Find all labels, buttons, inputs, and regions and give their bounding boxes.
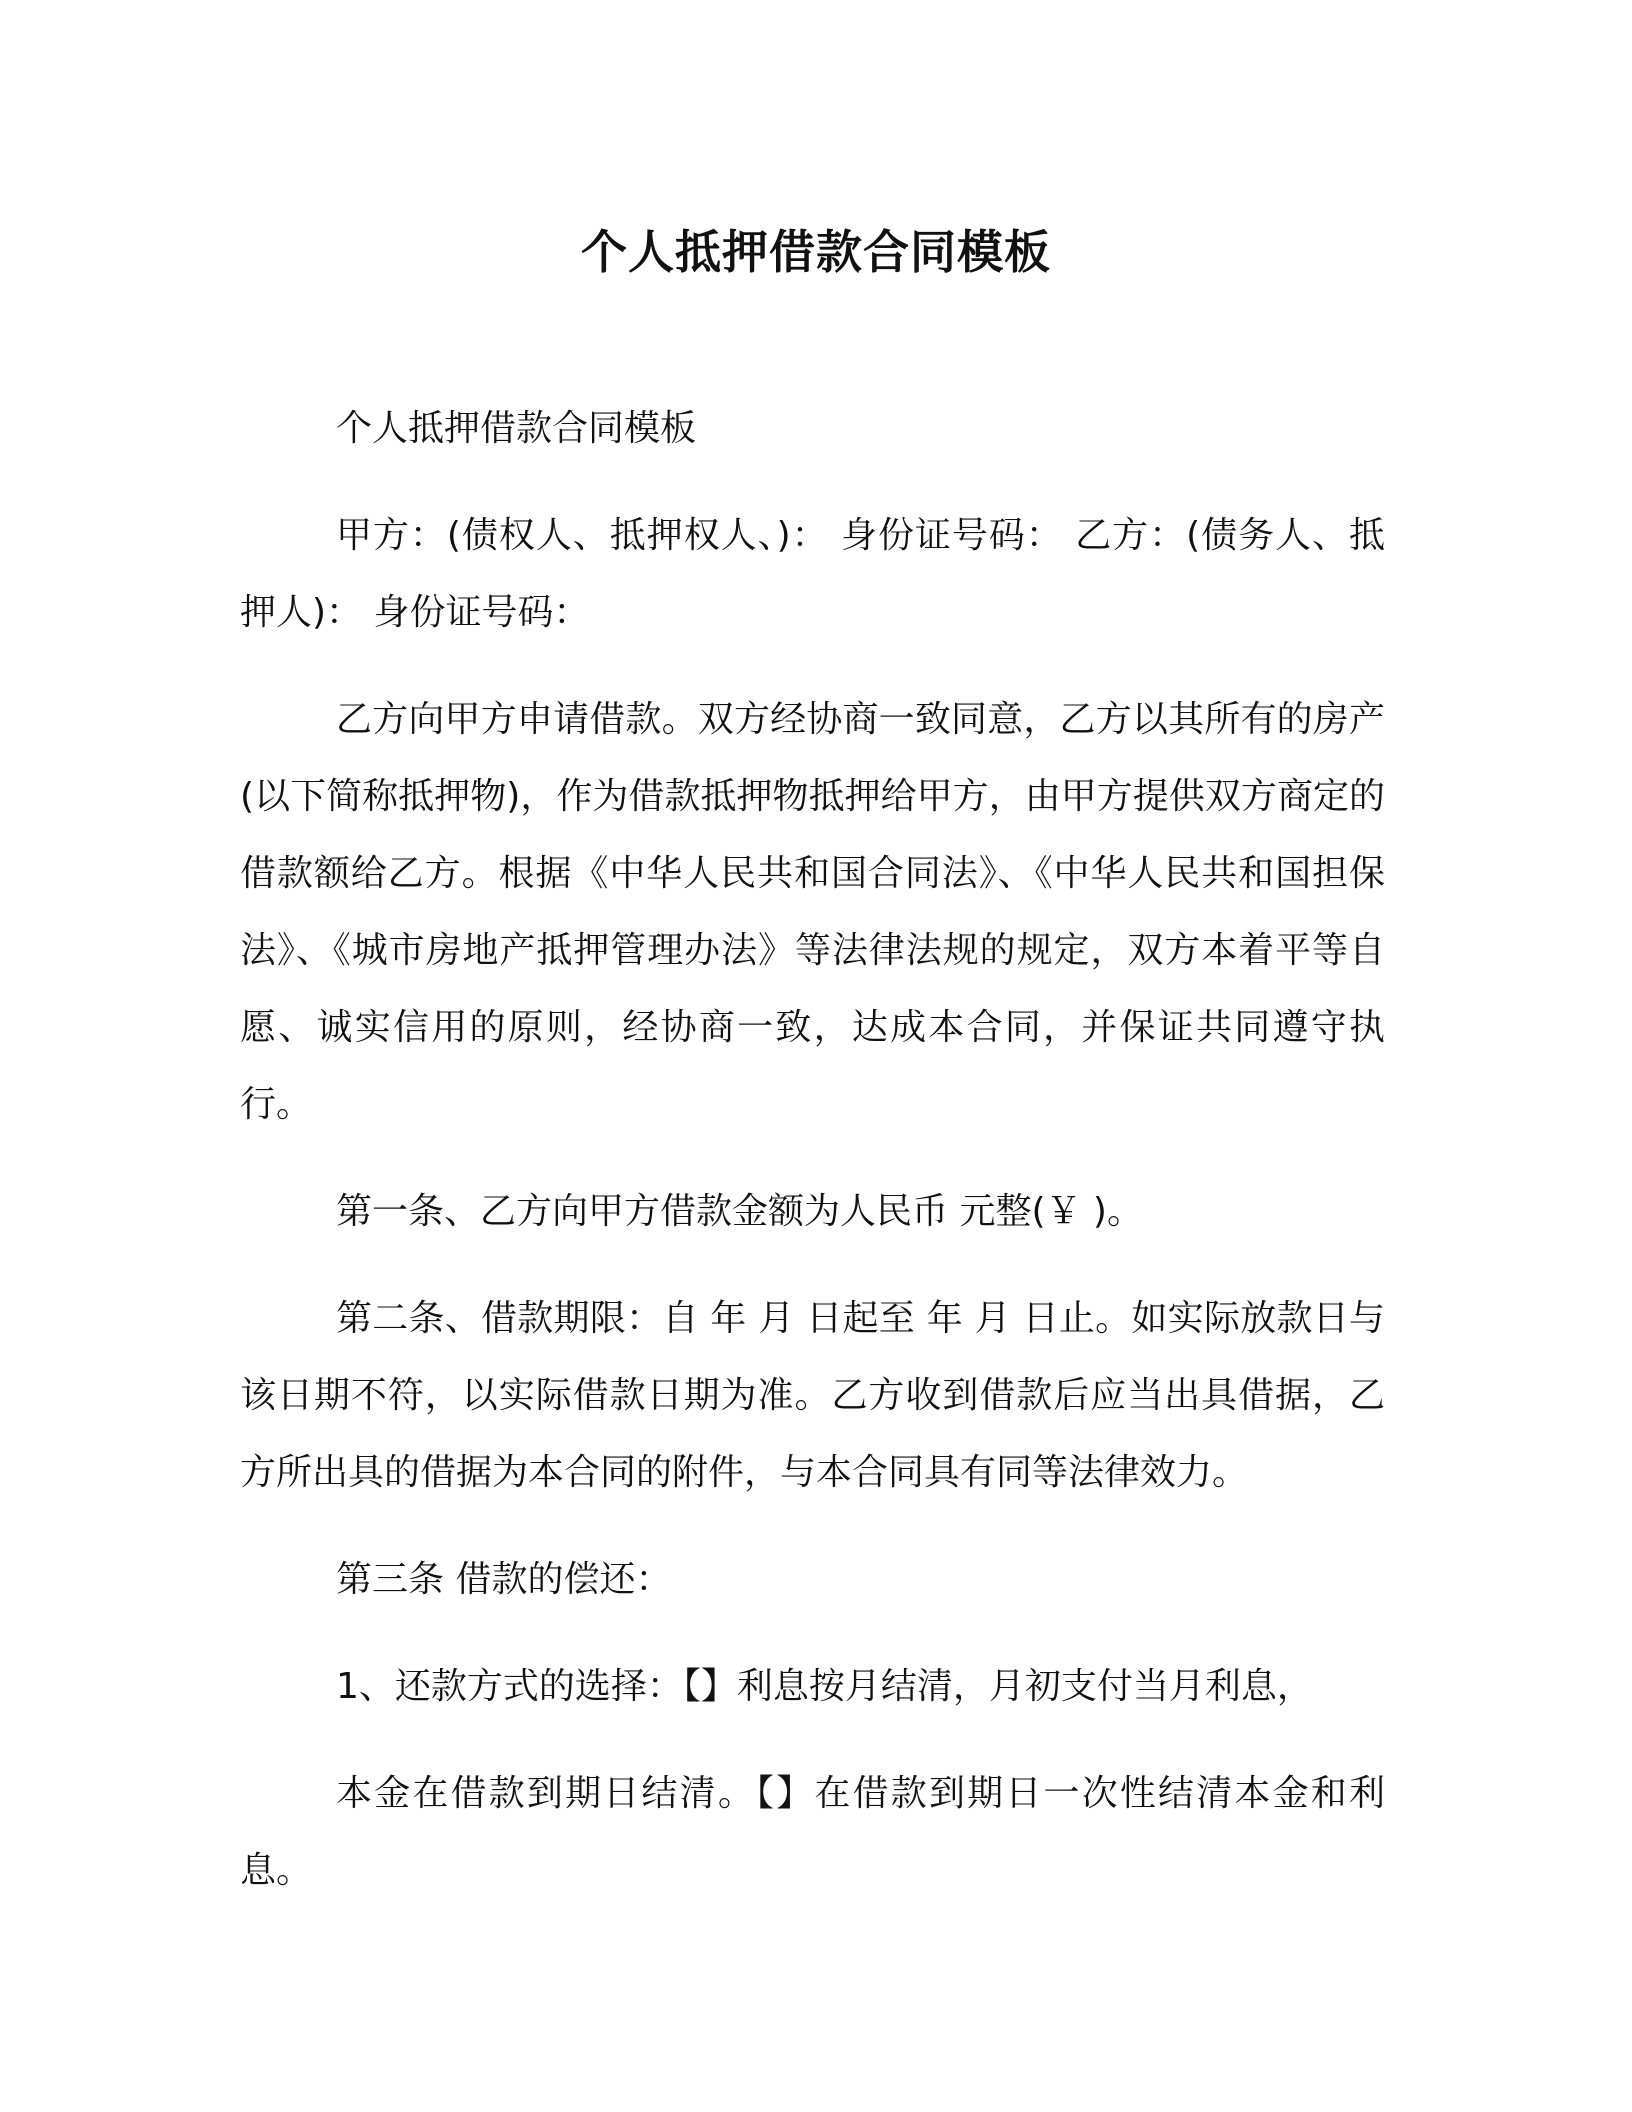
repayment-option-one: 1、还款方式的选择：【】利息按月结清，月初支付当月利息， [336, 1666, 1313, 1707]
document-title: 个人抵押借款合同模板 [581, 225, 1051, 279]
preamble-paragraph: 乙方向甲方申请借款。双方经协商一致同意，乙方以其所有的房产 (以下简称抵押物)，作为借款抵押物抵押给甲方，由甲方提供双方商定的借款额给乙方。根据《中华人民共和国合同法》、《中华人民共和国担保法》、《城市房地产抵押管理办法》等法律法规的规定，双方本着平等自愿、诚实信用的原则，经协商一致，达成本合同，并保证共同遵守执行。 [240, 699, 1385, 1125]
document-subtitle: 个人抵押借款合同模板 [336, 408, 697, 449]
article-two: 第二条、借款期限：自 年 月 日起至 年 月 日止。如实际放款日与该日期不符，以实际借款日期为准。乙方收到借款后应当出具借据，乙方所出具的借据为本合同的附件，与本合同具有同等法律效力。 [240, 1298, 1385, 1493]
article-one: 第一条、乙方向甲方借款金额为人民币 元整(￥ )。 [336, 1191, 1143, 1232]
repayment-option-two: 本金在借款到期日结清。【】在借款到期日一次性结清本金和利息。 [240, 1773, 1385, 1891]
article-three-heading: 第三条 借款的偿还： [336, 1559, 672, 1600]
document-body [240, 390, 1385, 1939]
parties-paragraph: 甲方：(债权人、抵押权人、)： 身份证号码： 乙方：(债务人、抵押人)： 身份证号码： [240, 515, 1385, 633]
